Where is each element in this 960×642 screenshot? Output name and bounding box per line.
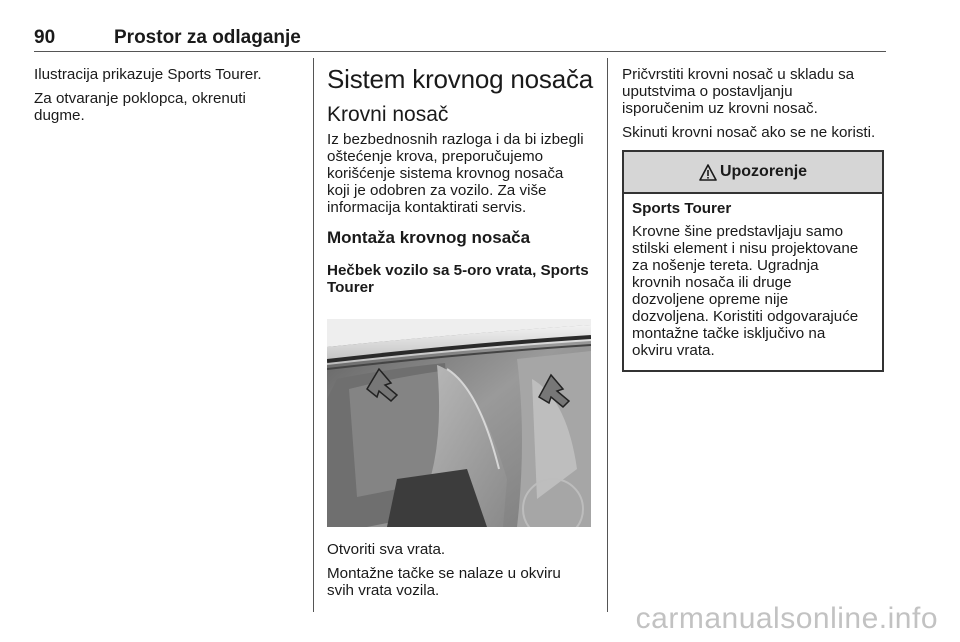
text-line: dozvoljena. Koristiti odgovarajuće: [632, 308, 859, 325]
text-line: dugme.: [34, 107, 85, 124]
step-mounting-points: [327, 565, 599, 599]
section-title: Sistem krovnog nosača: [327, 64, 594, 94]
column-1: [34, 66, 304, 124]
step-open-doors: Otvoriti sva vrata.: [327, 541, 446, 558]
paragraph-remove: Skinuti krovni nosač ako se ne koristi.: [622, 124, 876, 141]
text-line: koji je odobren za vozilo. Za više: [327, 182, 547, 199]
text-line: informacija kontaktirati servis.: [327, 199, 527, 216]
text-line: Hečbek vozilo sa 5-oro vrata, Sports: [327, 262, 589, 279]
intro-paragraph: [327, 131, 599, 216]
text-line: svih vrata vozila.: [327, 582, 440, 599]
column-2-steps: [327, 541, 599, 599]
text-line: Tourer: [327, 279, 374, 296]
column-3: [622, 66, 892, 141]
text-line: isporučenim uz krovni nosač.: [622, 100, 818, 117]
subsection-title: Krovni nosač: [327, 103, 449, 126]
warning-body: [624, 194, 882, 365]
text-line: Za otvaranje poklopca, okrenuti: [34, 90, 246, 107]
text-line: stilski element i nisu projektovane: [632, 240, 859, 257]
page-number: 90: [34, 27, 56, 48]
text-line: uputstvima o postavljanju: [622, 83, 793, 100]
column-divider-1: [313, 58, 314, 612]
warning-header: [624, 152, 882, 194]
header-rule: [34, 51, 886, 52]
paragraph-open-cover: [34, 90, 304, 124]
illustration-caption: Ilustracija prikazuje Sports Tourer.: [34, 66, 262, 83]
warning-heading: Sports Tourer: [632, 200, 732, 217]
heading-mounting: Montaža krovnog nosača: [327, 228, 531, 247]
text-line: za nošenje tereta. Ugradnja: [632, 257, 819, 274]
text-line: Montažne tačke se nalaze u okviru: [327, 565, 561, 582]
text-line: Iz bezbednosnih razloga i da bi izbegli: [327, 131, 584, 148]
text-line: okviru vrata.: [632, 342, 715, 359]
text-line: krovnih nosača ili druge: [632, 274, 792, 291]
text-line: korišćenje sistema krovnog nosača: [327, 165, 564, 182]
roof-rack-mounting-illustration: [327, 319, 591, 527]
text-line: oštećenje krova, preporučujemo: [327, 148, 544, 165]
text-line: dozvoljene opreme nije: [632, 291, 789, 308]
text-line: montažne tačke isključivo na: [632, 325, 826, 342]
warning-title: Upozorenje: [719, 163, 808, 180]
text-line: Krovne šine predstavljaju samo: [632, 223, 844, 240]
warning-box: [622, 150, 884, 372]
heading-vehicle-type: [327, 262, 599, 296]
column-divider-2: [607, 58, 608, 612]
column-2: [327, 64, 599, 296]
page-header-title: Prostor za odlaganje: [114, 27, 301, 48]
warning-text: [632, 223, 874, 359]
warning-triangle-icon: [699, 164, 717, 181]
watermark: carmanualsonline.info: [635, 602, 938, 635]
paragraph-fasten: [622, 66, 892, 117]
text-line: Pričvrstiti krovni nosač u skladu sa: [622, 66, 855, 83]
